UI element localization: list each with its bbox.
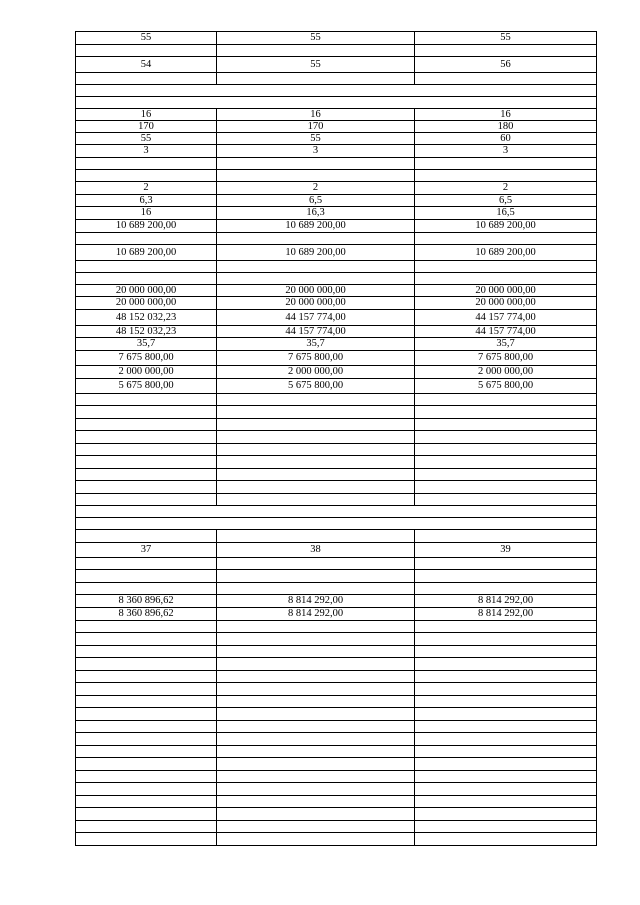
table-body bbox=[76, 32, 597, 846]
table-cell: 44 157 774,00 bbox=[217, 310, 415, 326]
table-row bbox=[76, 297, 597, 310]
table-cell: 56 bbox=[415, 57, 597, 73]
table-separator-row bbox=[76, 97, 597, 109]
table-cell bbox=[415, 721, 597, 733]
table-cell bbox=[415, 45, 597, 57]
table-row bbox=[76, 558, 597, 570]
table-cell bbox=[217, 431, 415, 444]
table-cell bbox=[415, 771, 597, 783]
table-row bbox=[76, 646, 597, 658]
table-cell bbox=[217, 733, 415, 746]
table-cell bbox=[217, 746, 415, 758]
table-row bbox=[76, 379, 597, 394]
table-row bbox=[76, 469, 597, 481]
table-row bbox=[76, 808, 597, 821]
table-cell bbox=[217, 558, 415, 570]
table-cell: 20 000 000,00 bbox=[217, 297, 415, 310]
separator-cell bbox=[76, 85, 597, 97]
table-cell bbox=[76, 158, 217, 170]
table-cell: 38 bbox=[217, 543, 415, 558]
table-row bbox=[76, 220, 597, 233]
table-cell bbox=[217, 808, 415, 821]
table-row bbox=[76, 366, 597, 379]
table-row bbox=[76, 783, 597, 796]
table-row bbox=[76, 530, 597, 543]
table-cell bbox=[217, 158, 415, 170]
table-row bbox=[76, 158, 597, 170]
table-cell bbox=[217, 456, 415, 469]
table-cell: 8 814 292,00 bbox=[415, 608, 597, 621]
table-cell bbox=[415, 530, 597, 543]
table-cell bbox=[76, 696, 217, 708]
table-cell: 20 000 000,00 bbox=[76, 297, 217, 310]
table-cell bbox=[76, 261, 217, 273]
table-cell bbox=[217, 233, 415, 245]
table-cell: 44 157 774,00 bbox=[415, 326, 597, 338]
table-cell: 8 814 292,00 bbox=[217, 595, 415, 608]
table-cell bbox=[76, 621, 217, 633]
table-cell bbox=[415, 494, 597, 506]
table-cell bbox=[76, 646, 217, 658]
table-cell: 2 bbox=[76, 182, 217, 195]
table-cell: 7 675 800,00 bbox=[217, 351, 415, 366]
table-row bbox=[76, 621, 597, 633]
table-cell: 5 675 800,00 bbox=[415, 379, 597, 394]
table-cell bbox=[217, 406, 415, 419]
table-row bbox=[76, 833, 597, 846]
table-row bbox=[76, 608, 597, 621]
table-cell: 39 bbox=[415, 543, 597, 558]
table-cell bbox=[217, 45, 415, 57]
table-cell bbox=[415, 783, 597, 796]
table-cell bbox=[415, 821, 597, 833]
table-cell bbox=[217, 481, 415, 494]
table-cell bbox=[217, 783, 415, 796]
table-cell bbox=[217, 758, 415, 771]
table-cell bbox=[415, 646, 597, 658]
table-cell: 20 000 000,00 bbox=[217, 285, 415, 297]
table-cell bbox=[76, 821, 217, 833]
table-row bbox=[76, 456, 597, 469]
table-cell bbox=[76, 771, 217, 783]
table-cell bbox=[217, 658, 415, 671]
table-cell bbox=[76, 233, 217, 245]
table-cell: 20 000 000,00 bbox=[415, 285, 597, 297]
table-cell bbox=[76, 444, 217, 456]
table-cell: 8 360 896,62 bbox=[76, 595, 217, 608]
table-cell bbox=[76, 170, 217, 182]
table-cell bbox=[415, 158, 597, 170]
table-row bbox=[76, 351, 597, 366]
table-cell bbox=[217, 708, 415, 721]
table-row bbox=[76, 481, 597, 494]
table-row bbox=[76, 195, 597, 207]
table-cell bbox=[76, 583, 217, 595]
table-row bbox=[76, 233, 597, 245]
table-row bbox=[76, 310, 597, 326]
table-cell bbox=[415, 658, 597, 671]
table-cell bbox=[76, 658, 217, 671]
table-cell bbox=[76, 431, 217, 444]
table-cell: 16 bbox=[76, 207, 217, 220]
table-cell bbox=[415, 633, 597, 646]
table-cell: 10 689 200,00 bbox=[76, 220, 217, 233]
table-cell bbox=[76, 783, 217, 796]
table-cell: 8 814 292,00 bbox=[217, 608, 415, 621]
table-cell bbox=[76, 73, 217, 85]
table-cell: 10 689 200,00 bbox=[217, 245, 415, 261]
table-row bbox=[76, 696, 597, 708]
table-cell bbox=[76, 456, 217, 469]
table-row bbox=[76, 821, 597, 833]
table-row bbox=[76, 32, 597, 45]
table-cell bbox=[415, 444, 597, 456]
table-cell: 10 689 200,00 bbox=[76, 245, 217, 261]
table-cell bbox=[217, 696, 415, 708]
table-cell: 5 675 800,00 bbox=[76, 379, 217, 394]
table-cell: 8 814 292,00 bbox=[415, 595, 597, 608]
table-row bbox=[76, 771, 597, 783]
table-cell bbox=[217, 621, 415, 633]
data-table bbox=[75, 31, 597, 846]
table-cell: 3 bbox=[76, 145, 217, 158]
table-cell: 6,5 bbox=[217, 195, 415, 207]
table-row bbox=[76, 683, 597, 696]
table-cell bbox=[76, 570, 217, 583]
table-row bbox=[76, 182, 597, 195]
table-cell: 55 bbox=[217, 57, 415, 73]
table-row bbox=[76, 145, 597, 158]
table-cell: 2 000 000,00 bbox=[415, 366, 597, 379]
table-cell bbox=[76, 683, 217, 696]
table-cell: 48 152 032,23 bbox=[76, 310, 217, 326]
table-cell bbox=[415, 406, 597, 419]
table-cell: 10 689 200,00 bbox=[415, 220, 597, 233]
table-cell bbox=[217, 73, 415, 85]
table-cell: 3 bbox=[415, 145, 597, 158]
table-cell bbox=[415, 683, 597, 696]
table-cell: 2 bbox=[217, 182, 415, 195]
table-cell bbox=[415, 73, 597, 85]
table-cell bbox=[217, 671, 415, 683]
table-cell bbox=[217, 683, 415, 696]
table-cell bbox=[76, 708, 217, 721]
table-cell: 16 bbox=[76, 109, 217, 121]
table-cell bbox=[415, 261, 597, 273]
table-cell bbox=[76, 808, 217, 821]
table-cell: 10 689 200,00 bbox=[217, 220, 415, 233]
table-cell bbox=[76, 558, 217, 570]
table-cell bbox=[415, 273, 597, 285]
table-cell: 6,5 bbox=[415, 195, 597, 207]
table-cell bbox=[76, 45, 217, 57]
table-row bbox=[76, 633, 597, 646]
table-row bbox=[76, 494, 597, 506]
table-cell bbox=[415, 469, 597, 481]
table-row bbox=[76, 394, 597, 406]
table-cell bbox=[217, 394, 415, 406]
table-cell: 3 bbox=[217, 145, 415, 158]
table-cell bbox=[415, 583, 597, 595]
table-cell bbox=[217, 273, 415, 285]
table-row bbox=[76, 338, 597, 351]
table-cell bbox=[76, 633, 217, 646]
table-row bbox=[76, 658, 597, 671]
table-row bbox=[76, 721, 597, 733]
table-row bbox=[76, 431, 597, 444]
table-row bbox=[76, 170, 597, 182]
table-cell bbox=[415, 621, 597, 633]
table-separator-row bbox=[76, 506, 597, 518]
table-cell bbox=[217, 771, 415, 783]
table-cell bbox=[415, 558, 597, 570]
table-cell bbox=[415, 808, 597, 821]
table-cell bbox=[415, 733, 597, 746]
table-cell bbox=[217, 821, 415, 833]
table-row bbox=[76, 733, 597, 746]
table-cell bbox=[76, 494, 217, 506]
table-cell bbox=[415, 233, 597, 245]
table-cell: 35,7 bbox=[415, 338, 597, 351]
table-cell: 55 bbox=[415, 32, 597, 45]
table-cell bbox=[415, 431, 597, 444]
table-cell: 6,3 bbox=[76, 195, 217, 207]
table-row bbox=[76, 121, 597, 133]
table-cell bbox=[76, 733, 217, 746]
table-cell bbox=[415, 696, 597, 708]
table-cell bbox=[76, 758, 217, 771]
table-row bbox=[76, 583, 597, 595]
table-cell: 16 bbox=[415, 109, 597, 121]
table-cell bbox=[415, 708, 597, 721]
table-row bbox=[76, 207, 597, 220]
table-cell bbox=[217, 570, 415, 583]
table-cell bbox=[415, 570, 597, 583]
table-cell: 2 000 000,00 bbox=[217, 366, 415, 379]
table-cell bbox=[76, 481, 217, 494]
table-row bbox=[76, 595, 597, 608]
table-cell bbox=[415, 394, 597, 406]
table-cell bbox=[76, 671, 217, 683]
table-cell bbox=[76, 796, 217, 808]
table-row bbox=[76, 273, 597, 285]
table-cell bbox=[76, 833, 217, 846]
table-row bbox=[76, 708, 597, 721]
table-separator-row bbox=[76, 85, 597, 97]
table-cell: 55 bbox=[217, 133, 415, 145]
table-cell bbox=[217, 833, 415, 846]
table-cell: 7 675 800,00 bbox=[76, 351, 217, 366]
table-row bbox=[76, 45, 597, 57]
table-cell bbox=[217, 583, 415, 595]
table-cell: 10 689 200,00 bbox=[415, 245, 597, 261]
table-cell: 44 157 774,00 bbox=[217, 326, 415, 338]
table-cell bbox=[76, 406, 217, 419]
table-cell: 37 bbox=[76, 543, 217, 558]
table-cell: 35,7 bbox=[217, 338, 415, 351]
separator-cell bbox=[76, 97, 597, 109]
table-cell: 2 000 000,00 bbox=[76, 366, 217, 379]
table-cell bbox=[217, 444, 415, 456]
table-cell bbox=[217, 261, 415, 273]
table-row bbox=[76, 419, 597, 431]
table-cell: 44 157 774,00 bbox=[415, 310, 597, 326]
separator-cell bbox=[76, 518, 597, 530]
table-cell: 60 bbox=[415, 133, 597, 145]
table-separator-row bbox=[76, 518, 597, 530]
table-row bbox=[76, 746, 597, 758]
table-cell: 35,7 bbox=[76, 338, 217, 351]
table-cell bbox=[217, 646, 415, 658]
table-cell: 170 bbox=[76, 121, 217, 133]
table-cell bbox=[76, 721, 217, 733]
table-row bbox=[76, 570, 597, 583]
table-cell bbox=[415, 456, 597, 469]
table-cell: 54 bbox=[76, 57, 217, 73]
table-cell: 16,5 bbox=[415, 207, 597, 220]
table-cell bbox=[76, 273, 217, 285]
table-cell bbox=[415, 758, 597, 771]
table-cell bbox=[217, 494, 415, 506]
table-cell bbox=[415, 833, 597, 846]
table-cell bbox=[217, 721, 415, 733]
table-row bbox=[76, 285, 597, 297]
separator-cell bbox=[76, 506, 597, 518]
table-cell bbox=[76, 530, 217, 543]
table-cell bbox=[217, 633, 415, 646]
table-row bbox=[76, 133, 597, 145]
table-cell bbox=[217, 530, 415, 543]
table-cell: 20 000 000,00 bbox=[76, 285, 217, 297]
table-cell: 20 000 000,00 bbox=[415, 297, 597, 310]
table-cell bbox=[76, 394, 217, 406]
table-row bbox=[76, 245, 597, 261]
table-cell bbox=[217, 419, 415, 431]
table-cell: 55 bbox=[217, 32, 415, 45]
table-cell bbox=[415, 170, 597, 182]
table-cell: 48 152 032,23 bbox=[76, 326, 217, 338]
table-cell bbox=[217, 469, 415, 481]
table-cell bbox=[76, 419, 217, 431]
table-cell: 7 675 800,00 bbox=[415, 351, 597, 366]
table-cell bbox=[217, 796, 415, 808]
table-cell: 180 bbox=[415, 121, 597, 133]
table-cell: 55 bbox=[76, 133, 217, 145]
table-row bbox=[76, 73, 597, 85]
table-cell bbox=[76, 469, 217, 481]
table-cell: 16,3 bbox=[217, 207, 415, 220]
table-cell bbox=[415, 481, 597, 494]
table-row bbox=[76, 109, 597, 121]
table-row bbox=[76, 671, 597, 683]
table-row bbox=[76, 543, 597, 558]
table-row bbox=[76, 758, 597, 771]
table-row bbox=[76, 796, 597, 808]
table-row bbox=[76, 444, 597, 456]
table-cell: 16 bbox=[217, 109, 415, 121]
table-cell bbox=[76, 746, 217, 758]
table-row bbox=[76, 57, 597, 73]
table-cell bbox=[415, 746, 597, 758]
table-cell: 55 bbox=[76, 32, 217, 45]
table-cell: 5 675 800,00 bbox=[217, 379, 415, 394]
table-cell bbox=[415, 796, 597, 808]
table-row bbox=[76, 261, 597, 273]
table-row bbox=[76, 406, 597, 419]
table-cell bbox=[415, 671, 597, 683]
table-cell bbox=[415, 419, 597, 431]
table-cell bbox=[217, 170, 415, 182]
table-cell: 170 bbox=[217, 121, 415, 133]
table-row bbox=[76, 326, 597, 338]
table-cell: 2 bbox=[415, 182, 597, 195]
table-cell: 8 360 896,62 bbox=[76, 608, 217, 621]
